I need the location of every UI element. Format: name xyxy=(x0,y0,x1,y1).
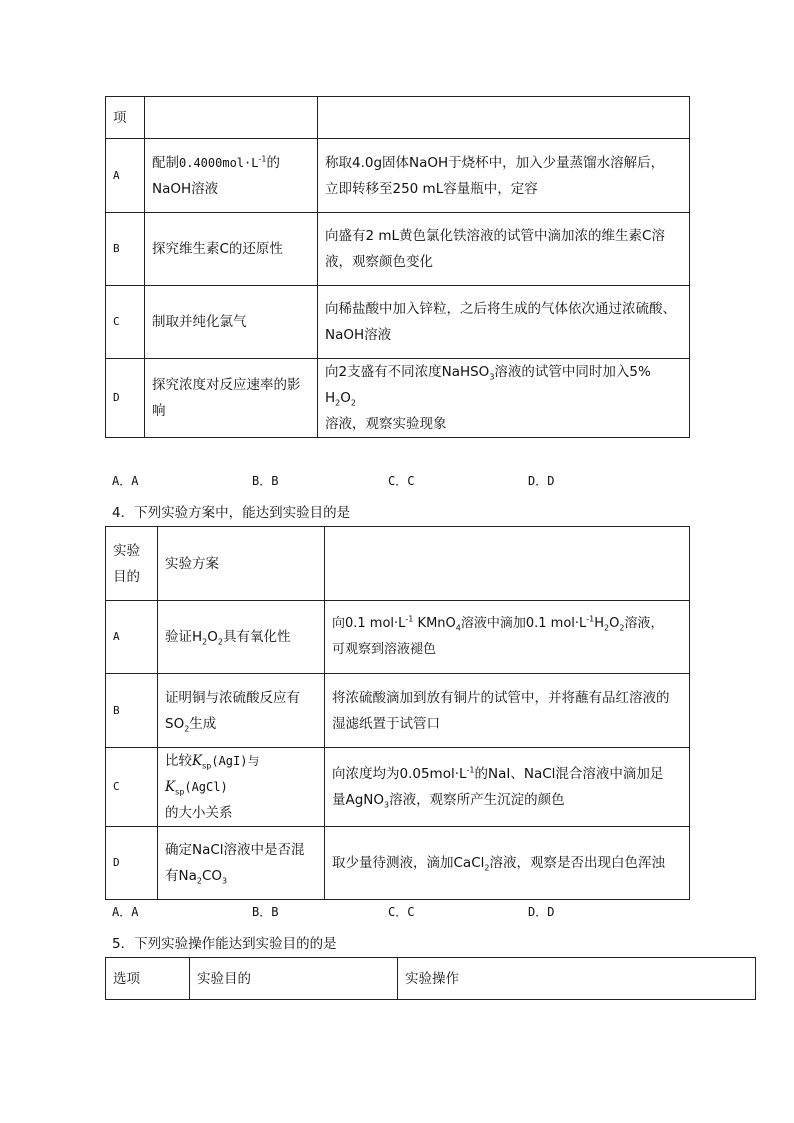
table-header-row xyxy=(106,958,756,1000)
row-purpose: 比较$K_{sp}(AgI)$与$K_{sp}(AgCl)$ 的大小关系 xyxy=(158,748,325,827)
table-row xyxy=(106,674,690,748)
row-key: D xyxy=(106,827,158,900)
row-purpose: 确定NaCl溶液中是否混 有$Na_2CO_3$ xyxy=(158,827,325,900)
option-a[interactable]: A．A xyxy=(112,905,139,919)
table-row xyxy=(106,359,690,438)
table-row xyxy=(106,286,690,359)
table-row xyxy=(106,139,690,213)
row-key: C xyxy=(106,748,158,827)
row-operation: 称取4.0g固体NaOH于烧杯中，加入少量蒸馏水溶解后， 立即转移至250 mL容量瓶中，定容 xyxy=(318,139,690,213)
table-row xyxy=(106,601,690,674)
row-key: B xyxy=(106,674,158,748)
row-purpose: 探究浓度对反应速率的影 响 xyxy=(145,359,318,438)
row-operation: 向稀盐酸中加入锌粒，之后将生成的气体依次通过浓硫酸、 NaOH溶液 xyxy=(318,286,690,359)
header-cell-empty xyxy=(318,97,690,139)
header-cell-operation: 实验操作 xyxy=(398,958,756,1000)
header-cell-empty xyxy=(145,97,318,139)
row-key: A xyxy=(106,139,145,213)
row-purpose: 制取并纯化氯气 xyxy=(145,286,318,359)
option-c[interactable]: C．C xyxy=(388,905,415,919)
question-5-stem: 5．下列实验操作能达到实验目的的是 xyxy=(112,936,337,952)
row-operation: 向0.1 $mol\cdot L^{-1}$ KMnO$_4$溶液中滴加0.1 $mol\cdot L^{-1}H_2O_2$溶液， 可观察到溶液褪色 xyxy=(325,601,690,674)
row-purpose: 证明铜与浓硫酸反应有 $SO_2$生成 xyxy=(158,674,325,748)
row-operation: 向盛有2 mL黄色氯化铁溶液的试管中滴加浓的维生素C溶 液，观察颜色变化 xyxy=(318,213,690,286)
header-cell-option: 选项 xyxy=(106,958,190,1000)
table-q3 xyxy=(105,96,690,438)
row-purpose: 验证$H_2O_2$具有氧化性 xyxy=(158,601,325,674)
option-b[interactable]: B．B xyxy=(252,905,279,919)
option-b[interactable]: B．B xyxy=(252,474,279,488)
table-row xyxy=(106,213,690,286)
row-purpose: 探究维生素C的还原性 xyxy=(145,213,318,286)
header-cell-item: 项 xyxy=(106,97,145,139)
option-d[interactable]: D．D xyxy=(528,474,555,488)
table-header-row xyxy=(106,97,690,139)
option-d[interactable]: D．D xyxy=(528,905,555,919)
row-key: B xyxy=(106,213,145,286)
row-operation: 将浓硫酸滴加到放有铜片的试管中，并将蘸有品红溶液的 湿滤纸置于试管口 xyxy=(325,674,690,748)
option-a[interactable]: A．A xyxy=(112,474,139,488)
header-cell-purpose: 实验 目的 xyxy=(106,527,158,601)
table-row xyxy=(106,748,690,827)
row-key: A xyxy=(106,601,158,674)
question-4-stem: 4．下列实验方案中，能达到实验目的是 xyxy=(112,505,351,521)
option-c[interactable]: C．C xyxy=(388,474,415,488)
row-operation: 向浓度均为$0.05mol\cdot L^{-1}$的NaI、NaCl混合溶液中滴加足 量AgNO$_3$溶液，观察所产生沉淀的颜色 xyxy=(325,748,690,827)
row-key: D xyxy=(106,359,145,438)
row-operation: 向2支盛有不同浓度NaHSO$_3$溶液的试管中同时加入5% $H_2O_2$ 溶液，观察实验现象 xyxy=(318,359,690,438)
row-key: C xyxy=(106,286,145,359)
table-q4 xyxy=(105,526,690,900)
table-row xyxy=(106,827,690,900)
table-q5 xyxy=(105,957,756,1000)
row-purpose: 配制$0.4000mol\cdot L^{-1}$的 NaOH溶液 xyxy=(145,139,318,213)
table-header-row xyxy=(106,527,690,601)
header-cell-empty xyxy=(325,527,690,601)
header-cell-plan: 实验方案 xyxy=(158,527,325,601)
header-cell-purpose: 实验目的 xyxy=(190,958,398,1000)
row-operation: 取少量待测液，滴加CaCl$_2$溶液，观察是否出现白色浑浊 xyxy=(325,827,690,900)
